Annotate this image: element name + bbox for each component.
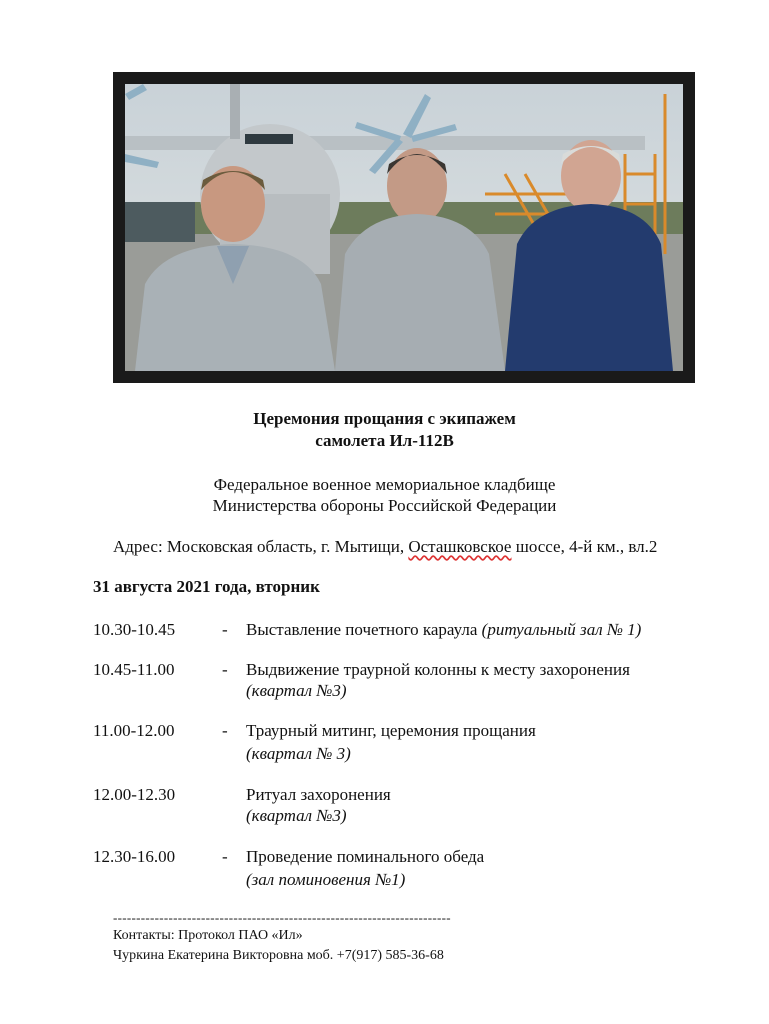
contacts-line1: Контакты: Протокол ПАО «Ил»: [113, 928, 303, 943]
contacts-line2: Чуркина Екатерина Викторовна моб. +7(917) 585-36-68: [113, 948, 444, 963]
schedule-desc: [246, 659, 630, 701]
schedule-dash: -: [222, 620, 228, 639]
schedule-time: 10.30-10.45: [93, 620, 176, 639]
schedule-desc: [246, 720, 536, 764]
schedule-time: 11.00-12.00: [93, 721, 175, 740]
crew-photo-frame: [113, 72, 695, 383]
schedule-desc-text: Проведение поминального обеда: [246, 847, 485, 866]
schedule-dash: -: [222, 847, 228, 866]
schedule-desc-text: Траурный митинг, церемония прощания: [246, 721, 536, 740]
address-suffix: шоссе, 4-й км., вл.2: [515, 537, 658, 556]
schedule-note: (квартал № 3): [246, 744, 351, 763]
schedule-desc: [246, 619, 641, 640]
schedule-desc-text: Выставление почетного караула: [246, 620, 478, 639]
schedule-note: (ритуальный зал № 1): [481, 620, 642, 639]
address-street: Осташковское: [408, 537, 512, 556]
event-date: 31 августа 2021 года, вторник: [93, 577, 320, 596]
ceremony-title-line2: самолета Ил-112В: [315, 431, 454, 450]
schedule-desc: [246, 846, 484, 890]
venue-line1: Федеральное военное мемориальное кладбище: [213, 475, 556, 494]
schedule-time: 12.00-12.30: [93, 785, 176, 804]
address-prefix: Адрес: Московская область, г. Мытищи,: [113, 537, 405, 556]
schedule-dash: -: [222, 721, 228, 740]
schedule-time: 10.45-11.00: [93, 660, 175, 679]
dashed-divider: -------------------------------------------------------------------------: [113, 910, 451, 925]
schedule-desc-text: Выдвижение траурной колонны к месту захоронения: [246, 660, 630, 679]
venue-name: [0, 474, 769, 516]
schedule-note: (зал поминовения №1): [246, 870, 406, 889]
ceremony-title: [0, 408, 769, 452]
schedule-desc: [246, 784, 391, 826]
schedule-note: (квартал №3): [246, 806, 347, 825]
venue-line2: Министерства обороны Российской Федерации: [212, 496, 557, 515]
schedule-note: (квартал №3): [246, 681, 347, 700]
crew-photo: [125, 84, 683, 371]
schedule-time: 12.30-16.00: [93, 847, 176, 866]
ceremony-title-line1: Церемония прощания с экипажем: [253, 409, 516, 428]
address-line: [113, 537, 657, 557]
schedule-desc-text: Ритуал захоронения: [246, 785, 391, 804]
schedule-dash: -: [222, 660, 228, 679]
contacts-block: [113, 926, 444, 966]
